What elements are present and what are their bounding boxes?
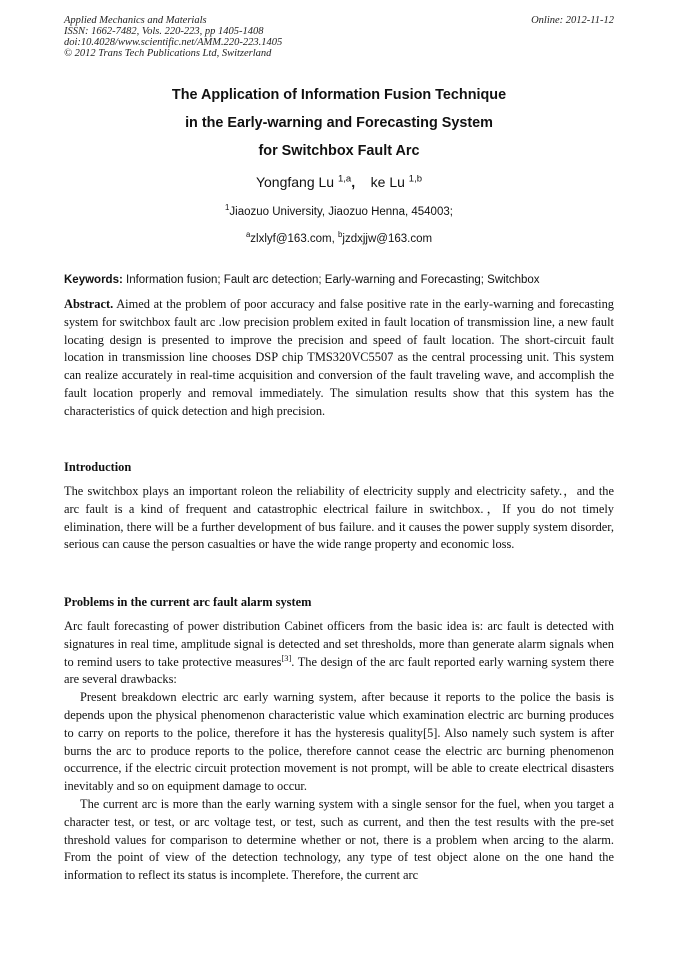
title-line-3: for Switchbox Fault Arc	[258, 143, 420, 159]
email-sup: b	[338, 230, 343, 240]
email-sup: a	[245, 230, 251, 240]
paragraph: Present breakdown electric arc early warning system, after because it reports to the police the basis is depends upon the physical phenomenon characteristic value which examination electric arc burning produces to carry on reports to the police, therefore it has the hysteresis quality[5]. Also namely such system is after burns the arc to produce reports to the police, therefore cannot cease the electric arc burning phenomenon occurrence, if the electric circuit protection movement is not prompt, will be able to create electrical disasters inevitably and so on equipment damage to occur.	[64, 690, 614, 794]
author-affil-sup: 1,a	[337, 173, 352, 185]
keywords-text: Information fusion; Fault arc detection; Early-warning and Forecasting; Switchbox	[126, 274, 540, 286]
paragraph-text: . The design of the arc fault reported early warning system there are several drawbacks:	[64, 654, 614, 687]
title-line-2: in the Early-warning and Forecasting System	[185, 115, 493, 131]
email-link[interactable]: jzdxjjw@163.com	[342, 233, 433, 245]
email-link[interactable]: zlxlyf@163.com,	[250, 233, 335, 245]
paragraph: The current arc is more than the early warning system with a single sensor for the fuel, when you target a character test, or test, or arc voltage test, or test, such as current, and then the test results with the pre-set threshold values for comparison to determine whether or not, there is a problem when arcing to the alarm. From the point of view of the detection technology, any type of test object alone on the one hand the information to reflect its status is incomplete. Therefore, the current arc	[64, 796, 614, 883]
problems-section	[64, 618, 614, 885]
author-name: ke Lu	[370, 174, 405, 190]
introduction-paragraph: The switchbox plays an important roleon the reliability of electricity supply and electricity safety.，and the arc fault is a kind of frequent and catastrophic electrical failure in switchbox.，If you do not timely elimination, there will be a further development of bus failure. and it causes the power supply system disorder, serious can cause the person casualties or have the wide range property and economic loss.	[64, 484, 614, 552]
abstract	[64, 296, 614, 421]
title-line-1: The Application of Information Fusion Technique	[171, 87, 507, 103]
journal-header	[64, 15, 614, 59]
paper-title	[64, 81, 614, 165]
doi-line: doi:10.4028/www.scientific.net/AMM.220-223.1405	[64, 37, 283, 48]
author-list	[64, 174, 614, 190]
issn-line: ISSN: 1662-7482, Vols. 220-223, pp 1405-1408	[64, 26, 264, 37]
citation-ref[interactable]: [3]	[281, 652, 292, 663]
author-name: Yongfang Lu	[255, 174, 335, 190]
copyright-line: © 2012 Trans Tech Publications Ltd, Switzerland	[64, 48, 272, 59]
affiliation	[64, 203, 614, 218]
section-heading-introduction: Introduction	[64, 460, 132, 474]
paragraph	[64, 618, 614, 689]
journal-name: Applied Mechanics and Materials	[64, 15, 207, 26]
keywords-label: Keywords:	[64, 274, 123, 286]
affiliation-sup: 1	[225, 203, 230, 213]
author-affil-sup: 1,b	[408, 173, 423, 185]
abstract-label: Abstract.	[64, 297, 114, 311]
keywords	[64, 274, 614, 286]
affiliation-text: Jiaozuo University, Jiaozuo Henna, 454003;	[229, 206, 453, 218]
author-emails	[64, 230, 614, 245]
abstract-text: Aimed at the problem of poor accuracy and false positive rate in the early-warning and forecasting system for switchbox fault arc .low precision problem exited in fault location of transmission line, a new fault locating design is presented to improve the precision and speed of fault location. The short-circuit fault location in transmission line chooses DSP chip TMS320VC5507 as the central processing unit. This system can realize accurately in real-time acquisition and conversion of the fault traveling wave, and accomplish the fault location properly and removal immediately. The simulation results show that this system has the characteristics of quick detection and high precision.	[64, 297, 614, 418]
paragraph-text: Arc fault forecasting of power distribution Cabinet officers from the basic idea is: arc fault is detected with signatures in real time, amplitude signal is detected and set thresholds, more than generate alarm signals when to remind users to take protective measures	[64, 619, 614, 669]
author-separator: ,	[351, 174, 356, 190]
online-date: Online: 2012-11-12	[531, 15, 614, 26]
section-heading-problems: Problems in the current arc fault alarm system	[64, 595, 312, 609]
